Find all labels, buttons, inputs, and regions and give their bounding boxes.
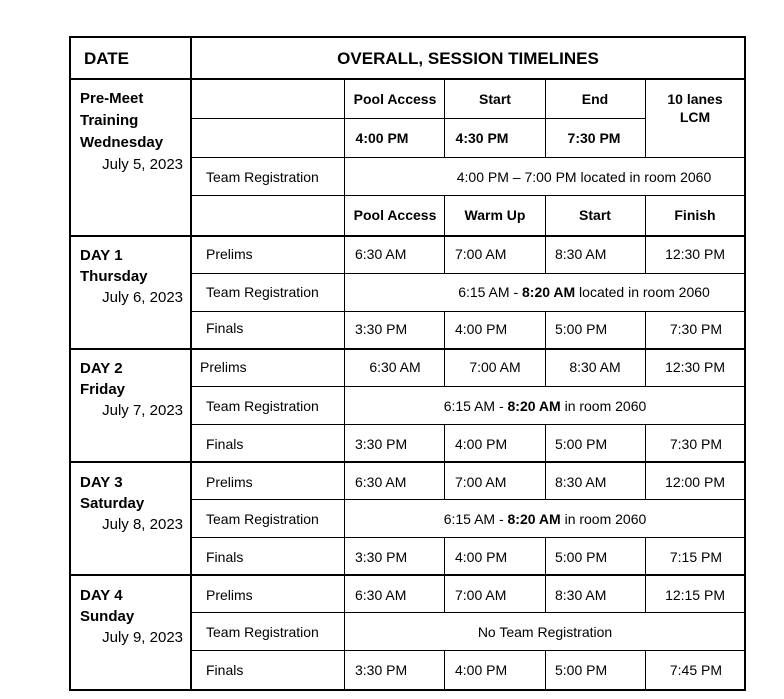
day-date: July 9, 2023 xyxy=(102,629,183,646)
column-divider xyxy=(444,537,445,575)
column-divider xyxy=(545,311,546,349)
row-divider xyxy=(191,157,746,158)
column-divider xyxy=(645,575,646,613)
row-divider xyxy=(191,650,746,651)
finals-time: 5:00 PM xyxy=(555,436,608,452)
day-weekday: Sunday xyxy=(80,608,135,625)
team-registration-label: Team Registration xyxy=(206,624,319,640)
day-weekday: Thursday xyxy=(80,268,148,285)
column-divider xyxy=(444,575,445,613)
row-divider xyxy=(191,612,746,613)
column-divider xyxy=(444,79,445,158)
date-column-header: DATE xyxy=(84,49,130,68)
team-registration-info: 4:00 PM – 7:00 PM located in room 2060 xyxy=(456,169,712,185)
row-divider xyxy=(191,386,746,387)
prelims-time: 8:30 AM xyxy=(555,474,607,490)
prelims-time: 7:00 AM xyxy=(455,474,507,490)
row-divider xyxy=(191,499,746,500)
finals-label: Finals xyxy=(206,549,244,565)
prelims-label: Prelims xyxy=(206,474,253,490)
registration-deadline: 8:20 AM xyxy=(507,511,561,527)
team-registration-info xyxy=(444,511,647,528)
finals-time: 5:00 PM xyxy=(555,662,608,678)
column-header-end: End xyxy=(581,91,609,107)
column-divider xyxy=(645,311,646,349)
column-divider xyxy=(645,196,646,236)
registration-location: located in room 2060 xyxy=(575,284,710,300)
column-divider xyxy=(545,537,546,575)
column-divider xyxy=(545,650,546,690)
prelims-time: 6:30 AM xyxy=(355,587,407,603)
prelims-time: 12:30 PM xyxy=(665,359,725,375)
column-divider xyxy=(444,311,445,349)
column-divider xyxy=(344,236,345,348)
registration-start: 6:15 AM - xyxy=(458,284,522,300)
finals-label: Finals xyxy=(206,320,244,336)
column-header-warm-up: Warm Up xyxy=(464,207,526,223)
column-divider xyxy=(190,36,192,691)
team-registration-label: Team Registration xyxy=(206,511,319,527)
prelims-time: 6:30 AM xyxy=(355,246,407,262)
column-divider xyxy=(444,349,445,387)
day-date: July 8, 2023 xyxy=(102,516,183,533)
team-registration-label: Team Registration xyxy=(206,398,319,414)
column-divider xyxy=(545,349,546,387)
column-divider xyxy=(545,424,546,462)
row-divider xyxy=(191,311,746,312)
column-divider xyxy=(344,79,345,158)
prelims-time: 8:30 AM xyxy=(555,587,607,603)
column-divider xyxy=(344,575,345,690)
prelims-time: 8:30 AM xyxy=(555,246,607,262)
prelims-label: Prelims xyxy=(206,246,253,262)
column-divider xyxy=(444,462,445,500)
prelims-time: 12:15 PM xyxy=(665,587,725,603)
team-registration-info xyxy=(458,284,710,301)
finals-label: Finals xyxy=(206,662,244,678)
prelims-time: 7:00 AM xyxy=(455,587,507,603)
day-date: July 7, 2023 xyxy=(102,402,183,419)
prelims-time: 12:00 PM xyxy=(665,474,725,490)
prelims-label: Prelims xyxy=(200,359,247,375)
day-label: DAY 2 xyxy=(80,360,123,377)
column-divider xyxy=(645,462,646,500)
premeet-time: 4:00 PM xyxy=(355,130,409,146)
column-divider xyxy=(545,196,546,236)
registration-note: No Team Registration xyxy=(477,624,613,640)
column-divider xyxy=(344,462,345,575)
finals-label: Finals xyxy=(206,436,244,452)
premeet-title-line: Wednesday xyxy=(80,134,164,151)
registration-location: in room 2060 xyxy=(560,398,647,414)
prelims-time: 6:30 AM xyxy=(355,474,407,490)
prelims-time: 6:30 AM xyxy=(369,359,421,375)
finals-time: 3:30 PM xyxy=(355,321,408,337)
finals-time: 3:30 PM xyxy=(355,436,408,452)
registration-deadline: 8:20 AM xyxy=(507,398,561,414)
prelims-time: 7:00 AM xyxy=(455,246,507,262)
premeet-time: 4:30 PM xyxy=(455,130,509,146)
column-divider xyxy=(645,79,646,158)
lanes-label: LCM xyxy=(679,109,711,125)
row-divider xyxy=(191,118,646,119)
column-divider xyxy=(444,424,445,462)
table-border-right xyxy=(744,36,746,691)
finals-time: 7:30 PM xyxy=(669,436,722,452)
lanes-label: 10 lanes xyxy=(667,91,723,107)
table-border-left xyxy=(69,36,71,691)
column-divider xyxy=(344,157,345,236)
finals-time: 7:15 PM xyxy=(669,549,722,565)
registration-deadline: 8:20 AM xyxy=(522,284,576,300)
finals-time: 3:30 PM xyxy=(355,549,408,565)
column-divider xyxy=(444,236,445,274)
column-divider xyxy=(645,349,646,387)
column-divider xyxy=(645,236,646,274)
prelims-time: 7:00 AM xyxy=(469,359,521,375)
column-header-pool-access: Pool Access xyxy=(353,91,437,107)
registration-location: in room 2060 xyxy=(560,511,647,527)
column-divider xyxy=(444,650,445,690)
row-divider xyxy=(191,273,746,274)
column-header-finish: Finish xyxy=(674,207,716,223)
finals-time: 4:00 PM xyxy=(455,549,508,565)
finals-time: 7:30 PM xyxy=(669,321,722,337)
team-registration-label: Team Registration xyxy=(206,284,319,300)
column-divider xyxy=(645,424,646,462)
finals-time: 5:00 PM xyxy=(555,549,608,565)
table-title: OVERALL, SESSION TIMELINES xyxy=(337,49,599,68)
team-registration-info xyxy=(444,398,647,415)
day-label: DAY 4 xyxy=(80,587,123,604)
day-weekday: Friday xyxy=(80,381,126,398)
column-divider xyxy=(444,196,445,236)
finals-time: 7:45 PM xyxy=(669,662,722,678)
row-divider xyxy=(191,195,746,196)
premeet-title-line: Training xyxy=(80,112,139,129)
premeet-date: July 5, 2023 xyxy=(102,156,183,173)
row-divider xyxy=(191,537,746,538)
registration-start: 6:15 AM - xyxy=(443,511,508,527)
column-divider xyxy=(545,236,546,274)
premeet-title-line: Pre-Meet xyxy=(80,90,144,107)
finals-time: 4:00 PM xyxy=(455,321,508,337)
day-label: DAY 3 xyxy=(80,474,123,491)
column-divider xyxy=(645,650,646,690)
day-label: DAY 1 xyxy=(80,247,123,264)
column-header-start: Start xyxy=(479,91,511,107)
team-registration-info xyxy=(478,624,612,641)
finals-time: 5:00 PM xyxy=(555,321,608,337)
prelims-label: Prelims xyxy=(206,587,253,603)
column-divider xyxy=(545,462,546,500)
finals-time: 3:30 PM xyxy=(355,662,408,678)
column-header-start: Start xyxy=(579,207,611,223)
prelims-time: 8:30 AM xyxy=(569,359,621,375)
premeet-time: 7:30 PM xyxy=(567,130,621,146)
table-border-top xyxy=(69,36,746,38)
row-divider xyxy=(191,424,746,425)
finals-time: 4:00 PM xyxy=(455,662,508,678)
finals-time: 4:00 PM xyxy=(455,436,508,452)
registration-start: 6:15 AM - xyxy=(443,398,508,414)
column-header-pool-access: Pool Access xyxy=(353,207,437,223)
column-divider xyxy=(645,537,646,575)
column-divider xyxy=(344,349,345,462)
column-divider xyxy=(545,575,546,613)
column-divider xyxy=(545,79,546,158)
day-weekday: Saturday xyxy=(80,495,145,512)
team-registration-label: Team Registration xyxy=(206,169,319,185)
prelims-time: 12:30 PM xyxy=(665,246,725,262)
day-date: July 6, 2023 xyxy=(102,289,183,306)
